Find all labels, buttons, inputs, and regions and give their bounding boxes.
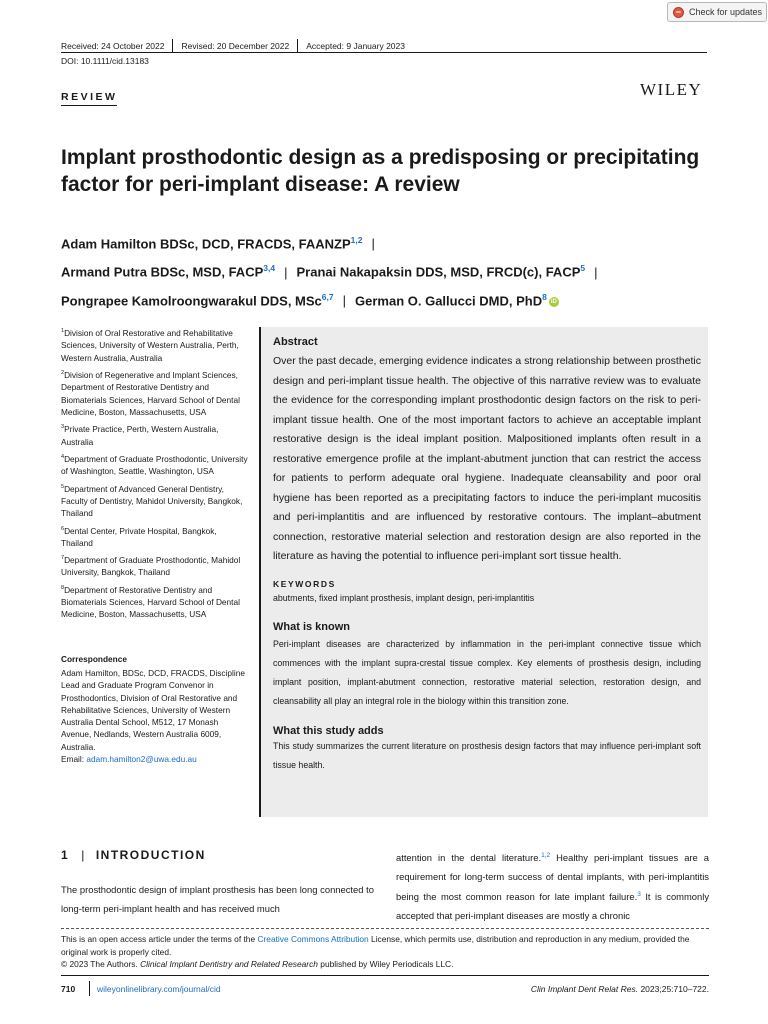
affiliation-list bbox=[61, 325, 249, 624]
correspondence-address: Adam Hamilton, BDSc, DCD, FRACDS, Discipline Lead and Graduate Program Convenor in Prosthodontics, Division of Oral Restorative and Rehabilitative Sciences, University of Western Australia Dental School, M512, 17 Monash Avenue, Nedlands, Western Australia 6009, Australia. bbox=[61, 668, 245, 752]
publisher-logo: WILEY bbox=[640, 80, 703, 99]
introduction-left-column: The prosthodontic design of implant prosthesis has been long connected to long-term peri-implant health and has received much bbox=[61, 884, 374, 914]
author-line-1 bbox=[61, 228, 721, 256]
article-type: REVIEW bbox=[61, 91, 117, 106]
accepted-date: Accepted: 9 January 2023 bbox=[306, 41, 405, 51]
copyright-line: © 2023 The Authors. Clinical Implant Dentistry and Related Research published by Wiley Periodicals LLC. bbox=[61, 959, 454, 969]
received-date: Received: 24 October 2022 bbox=[61, 41, 165, 51]
page-number: 710 bbox=[61, 984, 76, 994]
author-line-3 bbox=[61, 285, 721, 313]
correspondence-heading: Correspondence bbox=[61, 654, 127, 664]
what-is-known-text: Peri-implant diseases are characterized by inflammation in the peri-implant connective tissue which commences with the implant supra-crestal tissue complex. Key elements of prosthesis design, including implant position, implant-abutment connection, restorative material selection, restoration design, and cleansability all play an integral role in the biology within this transition zone. bbox=[273, 638, 701, 706]
introduction-heading bbox=[61, 848, 206, 862]
license-line: This is an open access article under the terms of the Creative Commons Attribution License, which permits use, distribution and reproduction in any medium, provided the original work is properly cited. bbox=[61, 934, 690, 957]
author-name: Armand Putra BDSc, MSD, FACP bbox=[61, 264, 264, 280]
what-study-adds-text: This study summarizes the current literature on prosthesis design factors that may influence peri-implant soft tissue health. bbox=[273, 740, 701, 770]
article-title: Implant prosthodontic design as a predisposing or precipitating factor for peri-implant disease: A review bbox=[61, 146, 700, 196]
date-divider bbox=[297, 39, 298, 53]
doi[interactable]: DOI: 10.1111/cid.13183 bbox=[61, 56, 149, 66]
citation-line: Clin Implant Dent Relat Res. 2023;25:710–722. bbox=[530, 984, 709, 994]
author-name: Pongrapee Kamolroongwarakul DDS, MSc bbox=[61, 292, 322, 308]
introduction-right-column: attention in the dental literature.$^{1,2}$ Healthy peri-implant tissues are a requirement for long-term success of dental implants, with peri-implantitis being the most common reason for late implant failure.$^3$ It is commonly accepted that peri-implant diseases are mostly a chronic bbox=[396, 852, 710, 921]
revised-date: Revised: 20 December 2022 bbox=[181, 41, 290, 51]
license-footnote bbox=[61, 933, 709, 971]
email-link[interactable]: adam.hamilton2@uwa.edu.au bbox=[86, 754, 197, 765]
journal-url-link[interactable]: wileyonlinelibrary.com/journal/cid bbox=[97, 984, 221, 994]
affiliation-item: $^3$Private Practice, Perth, Western Australia, Australia bbox=[61, 424, 219, 447]
author-separator: | bbox=[371, 236, 375, 252]
affiliation-item: $^4$Department of Graduate Prosthodontic, University of Washington, Seattle, Washington, USA bbox=[61, 453, 248, 477]
affiliation-item: $^8$Department of Restorative Dentistry and Biomaterials Sciences, Harvard School of Dental Medicine, Boston, Massachusetts, USA bbox=[61, 584, 240, 620]
author-separator: | bbox=[342, 292, 346, 308]
abstract-box bbox=[259, 327, 708, 817]
check-for-updates-label: Check for updates bbox=[689, 7, 763, 17]
orcid-icon[interactable]: iD bbox=[550, 298, 557, 305]
author-name: Adam Hamilton BDSc, DCD, FRACDS, FAANZP bbox=[61, 236, 351, 252]
section-number: 1 bbox=[61, 848, 70, 862]
author-affiliation-ref[interactable]: 8 bbox=[542, 291, 547, 302]
correspondence-email: Email: adam.hamilton2@uwa.edu.au bbox=[61, 754, 197, 765]
citation-ref[interactable]: 1,2 bbox=[541, 852, 551, 859]
keywords-heading: KEYWORDS bbox=[273, 578, 336, 589]
what-study-adds-heading: What this study adds bbox=[273, 724, 384, 737]
date-divider bbox=[172, 39, 173, 53]
author-name: Pranai Nakapaksin DDS, MSD, FRCD(c), FACP bbox=[296, 264, 581, 280]
footnote-divider bbox=[61, 928, 709, 929]
affiliation-item: $^6$Dental Center, Private Hospital, Bangkok, Thailand bbox=[61, 525, 217, 548]
author-affiliation-ref[interactable]: 1,2 bbox=[350, 235, 363, 245]
footer-rule bbox=[61, 975, 709, 976]
keywords-text: abutments, fixed implant prosthesis, implant design, peri-implantitis bbox=[273, 592, 535, 603]
affiliation-item: $^1$Division of Oral Restorative and Rehabilitative Sciences, University of Western Australia, Perth, Western Australia, Australia bbox=[61, 327, 239, 363]
affiliation-item: $^7$Department of Graduate Prosthodontic, Mahidol University, Bangkok, Thailand bbox=[61, 554, 241, 578]
footer-divider bbox=[89, 981, 90, 996]
what-is-known-heading: What is known bbox=[273, 620, 350, 633]
header-rule bbox=[61, 52, 707, 53]
correspondence-body bbox=[61, 667, 249, 765]
author-affiliation-ref[interactable]: 5 bbox=[580, 263, 586, 274]
author-affiliation-ref[interactable]: 3,4 bbox=[263, 263, 276, 274]
abstract-heading: Abstract bbox=[273, 336, 318, 348]
citation-ref[interactable]: 3 bbox=[637, 891, 641, 899]
author-affiliation-ref[interactable]: 6,7 bbox=[321, 291, 334, 302]
article-dates bbox=[61, 39, 405, 53]
author-separator: | bbox=[284, 264, 288, 280]
author-line-2 bbox=[61, 256, 721, 284]
affiliation-item: $^2$Division of Regenerative and Implant Sciences, Department of Restorative Dentistry and Biomaterials Sciences, Harvard School of Dental Medicine, Boston, Massachusetts, USA bbox=[61, 369, 240, 417]
creative-commons-link[interactable]: Creative Commons Attribution bbox=[257, 934, 369, 944]
section-separator: | bbox=[81, 848, 86, 862]
affiliation-item: $^5$Department of Advanced General Dentistry, Faculty of Dentistry, Mahidol University, Bangkok, Thailand bbox=[61, 483, 243, 519]
author-separator: | bbox=[594, 264, 598, 280]
check-for-updates-button[interactable] bbox=[667, 2, 767, 22]
author-name: German O. Gallucci DMD, PhD bbox=[355, 292, 543, 308]
section-title: INTRODUCTION bbox=[95, 848, 206, 862]
author-list bbox=[61, 228, 721, 313]
abstract-text: Over the past decade, emerging evidence indicates a strong relationship between prosthetic design and peri-implant tissue health. The objective of this narrative review was to evaluate the evidence for the corresponding implant prosthodontic design factors on the risk to peri-implant tissue health. One of the most important factors to achieve an acceptable implant restorative design is the ideal implant position. Malpositioned implants often result in a restorative emergence profile at the implant-abutment junction that can restrict the access for patients to perform adequate oral hygiene. Inadequate cleansability and poor oral hygiene has been reported as a precipitating factors to induce the peri-implant mucositis and peri-implantitis and are influenced by restorative contours. The implant–abutment connection, restorative material selection and restoration design are also reported in the literature as having the potential to influence peri-implant sort tissue health. bbox=[273, 355, 701, 562]
crossmark-icon bbox=[673, 7, 684, 18]
